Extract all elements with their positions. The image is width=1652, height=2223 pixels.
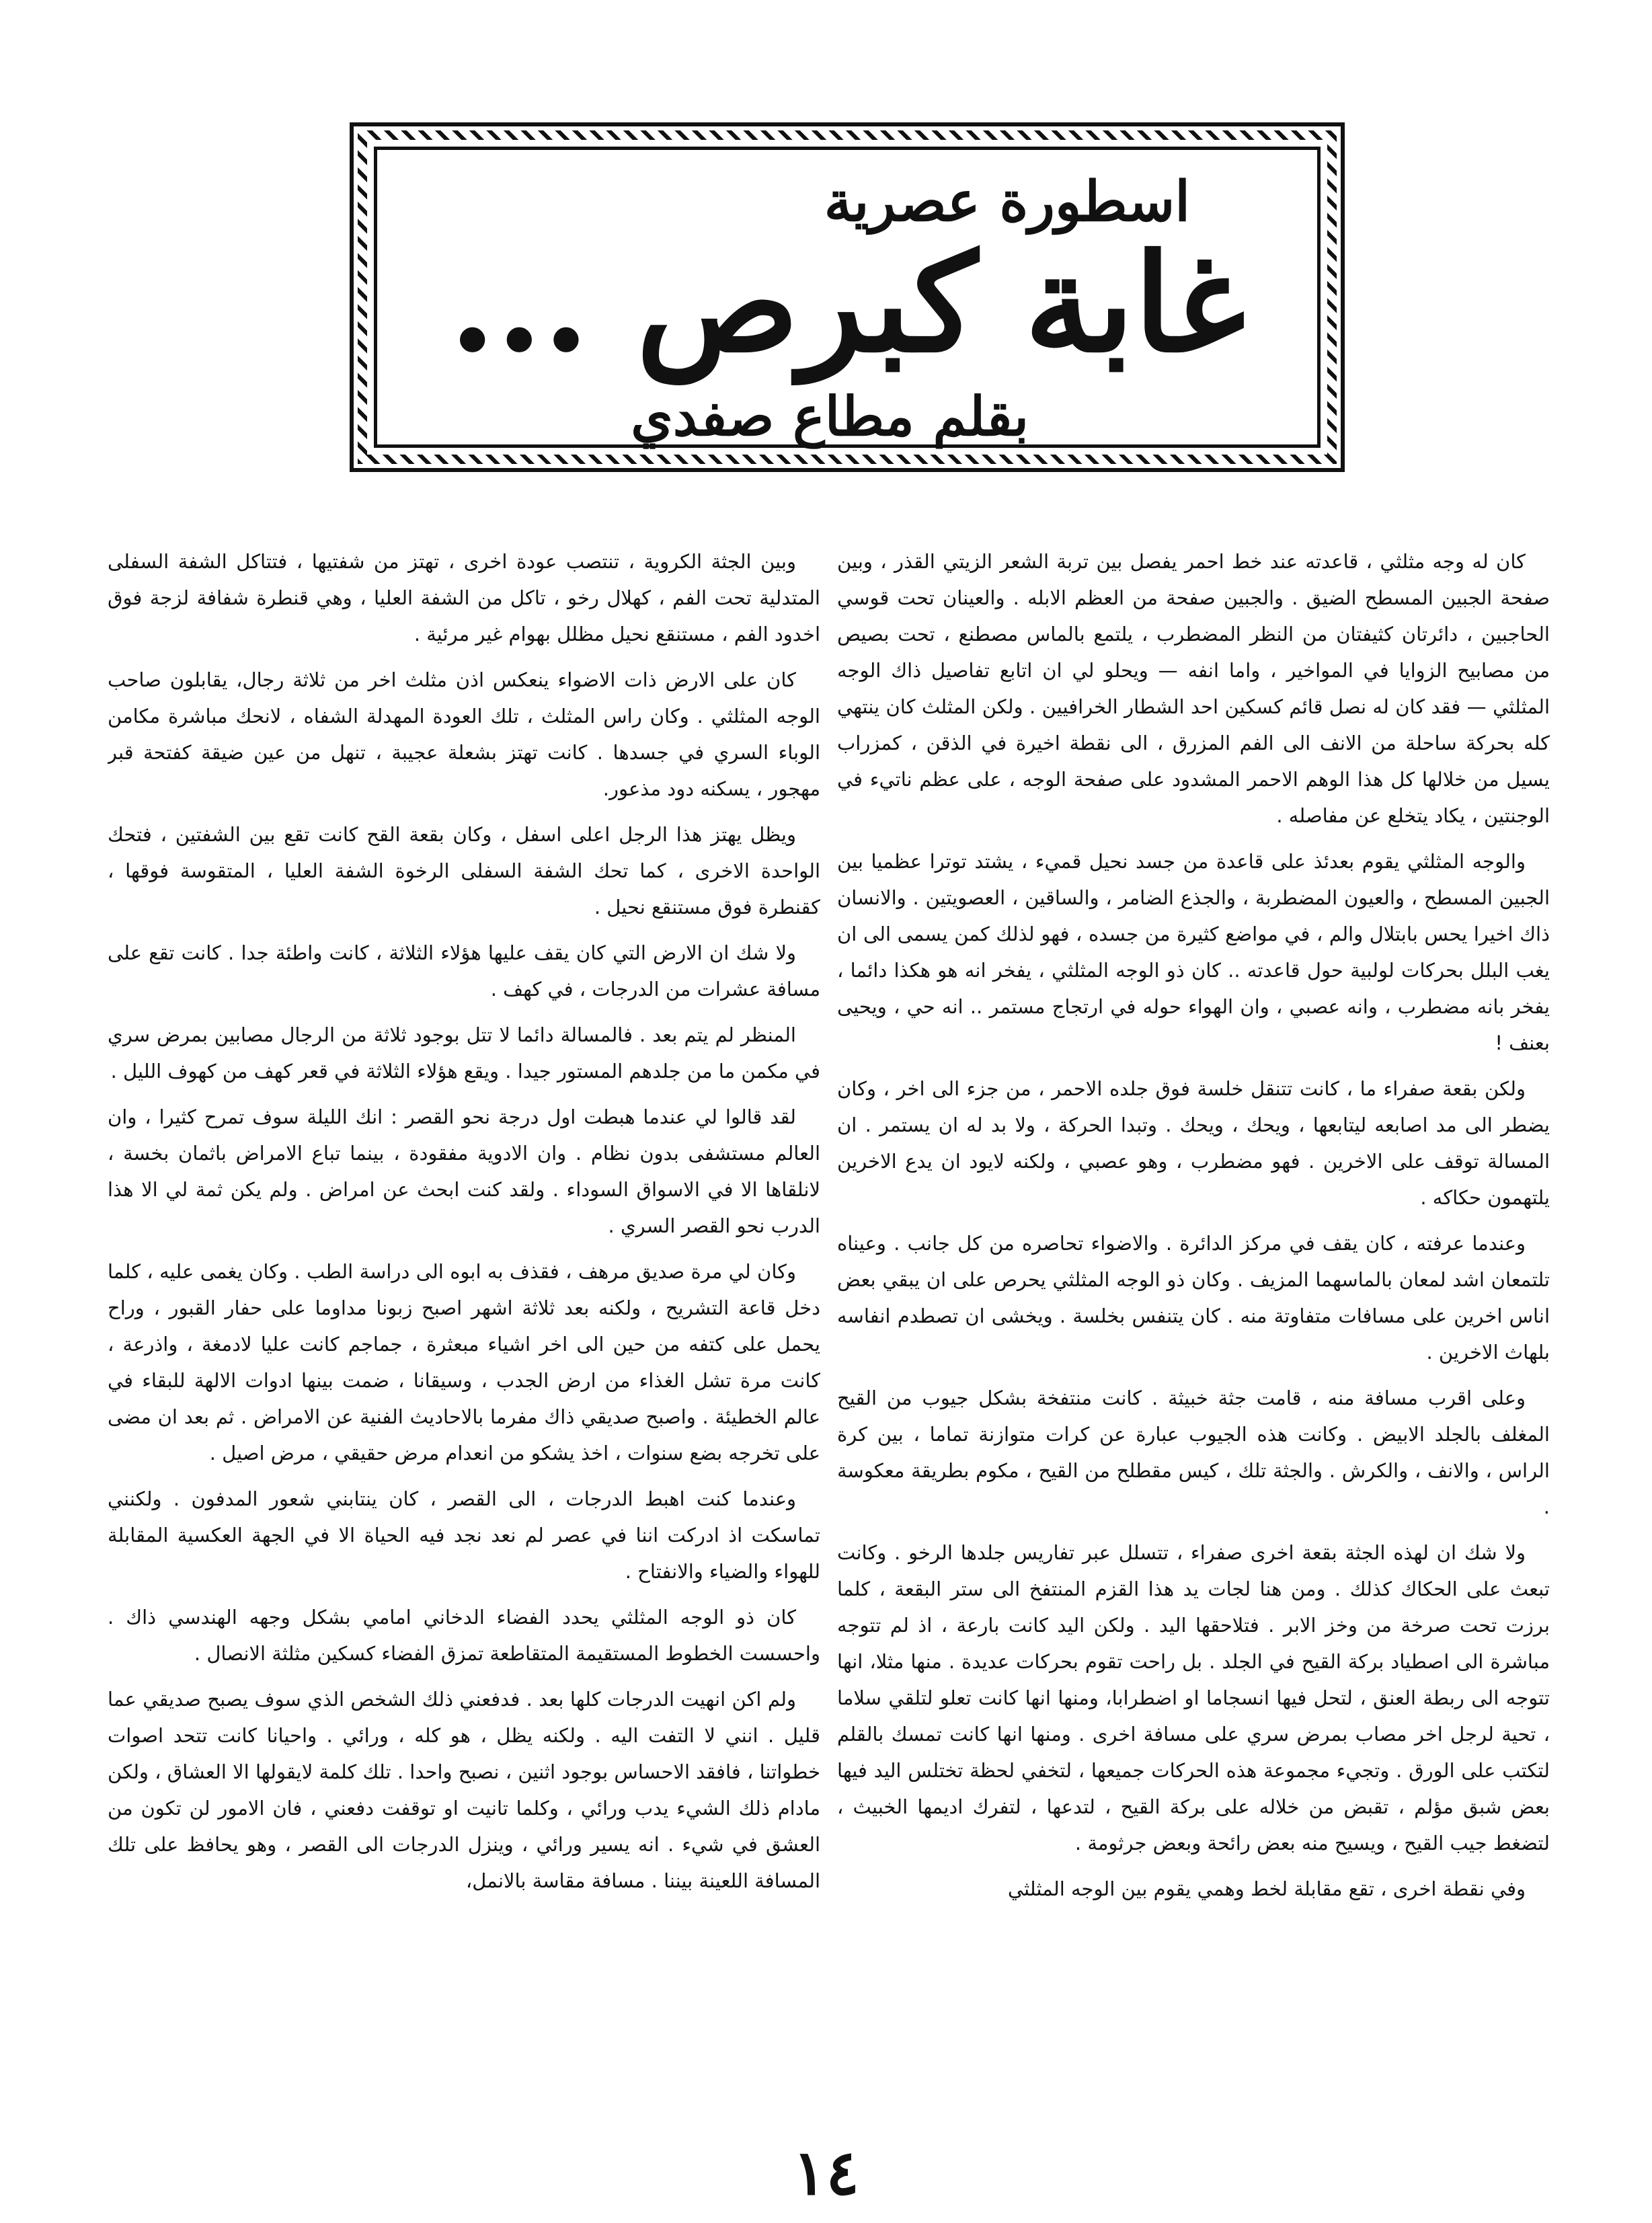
title-box: [350, 122, 1345, 472]
article-title: غابة كبرص ...: [448, 225, 1246, 383]
paragraph: كان له وجه مثلثي ، قاعدته عند خط احمر يفصل بين تربة الشعر الزيتي القذر ، وبين صفحة الجبين المسطح الضيق . والجبين صفحة من العظم الابله . والعينان تحت قوسي الحاجبين ، دائرتان كثيفتان من النظر المضطرب ، يلتمع بالماس مصطنع ، تحت بصيص من مصابيح الزوايا في المواخير ، واما انفه — ويحلو لي ان اتابع تفاصيل ذاك الوجه المثلثي — فقد كان له نصل قائم كسكين احد الشطار الخرافيين . ولكن المثلث كان ينتهي كله بحركة ساحلة من الانف الى الفم المزرق ، الى نقطة اخيرة في الذقن ، كمزراب يسيل من خلالها كل هذا الوهم الاحمر المشدود على صفحة الوجه ، على عظم ناتيء في الوجنتين ، يكاد يتخلع عن مفاصله .: [837, 550, 1550, 827]
article-column-left: [108, 543, 820, 2097]
author-byline: بقلم مطاع صفدي: [631, 385, 1029, 448]
paragraph: لقد قالوا لي عندما هبطت اول درجة نحو القصر : انك الليلة سوف تمرح كثيرا ، وان العالم مستشفى بدون نظام . وان الادوية مفقودة ، بينما تباع الامراض باثمان بخسة ، لانلقاها الا في الاسواق السوداء . ولقد كنت ابحث عن امراض . ولم يكن ثمة لي الا هذا الدرب نحو القصر السري .: [108, 1105, 820, 1237]
series-label: اسطورة عصرية: [824, 169, 1190, 234]
paragraph: المنظر لم يتم بعد . فالمسالة دائما لا تتل بوجود ثلاثة من الرجال مصابين بمرض سري في مكمن ما من جلدهم المستور جيدا . ويقع هؤلاء الثلاثة في قعر كهف من كهوف الليل .: [108, 1023, 820, 1083]
paragraph: كان ذو الوجه المثلثي يحدد الفضاء الدخاني امامي بشكل وجهه الهندسي ذاك . واحسست الخطوط المستقيمة المتقاطعة تمزق الفضاء كسكين مثلثة الانصال .: [108, 1606, 820, 1665]
paragraph: وكان لي مرة صديق مرهف ، فقذف به ابوه الى دراسة الطب . وكان يغمى عليه ، كلما دخل قاعة التشريح ، ولكنه بعد ثلاثة اشهر اصبح زبونا مداوما على حفار القبور ، وراح يحمل على كتفه من حين الى اخر اشياء مبعثرة ، جماجم كانت عليا لادمغة ، واذرعة ، كانت مرة تشل الغذاء من ارض الجدب ، وسيقانا ، ضمت بينها ادوات الالهة للبقاء في عالم الخطيئة . واصبح صديقي ذاك مفرما بالاحاديث الفنية عن الامراض . ثم بعد ان مضى على تخرجه بضع سنوات ، اخذ يشكو من انعدام مرض حقيقي ، مرض اصيل .: [108, 1260, 820, 1465]
paragraph: وبين الجثة الكروية ، تنتصب عودة اخرى ، تهتز من شفتيها ، فتتاكل الشفة السفلى المتدلية تحت الفم ، كهلال رخو ، تاكل من الشفة العليا ، وهي قنطرة شفافة لزجة فوق اخدود الفم ، مستنقع نحيل مظلل بهوام غير مرئية .: [108, 550, 820, 646]
page-number: ١٤: [793, 2136, 859, 2209]
paragraph: ولا شك ان لهذه الجثة بقعة اخرى صفراء ، تتسلل عبر تفاريس جلدها الرخو . وكانت تبعث على الحكاك كذلك . ومن هنا لجات يد هذا القزم المنتفخ الى ستر البقعة ، كلما برزت تحت صرخة من وخز الابر . فتلاحقها اليد . ولكن اليد كانت بارعة ، اذ لم تتوجه مباشرة الى اصطياد بركة القيح في الجلد . بل راحت تقوم بحركات عديدة . منها مثلا، انها تتوجه الى ربطة العنق ، لتحل فيها انسجاما او اضطرابا، ومنها انها كانت تعلو لتلقي سلاما ، تحية لرجل اخر مصاب بمرض سري على مسافة اخرى . ومنها انها كانت تمسك بالقلم لتكتب على الورق . وتجيء مجموعة هذه الحركات جميعها ، لتخفي لحظة تختلس اليد فيها بعض شبق مؤلم ، تقبض من خلاله على بركة القيح ، لتدعها ، لتفرك اديمها الخبيث ، لتضغط جيب القيح ، ويسيح منه بعض رائحة وبعض جرثومة .: [837, 1541, 1550, 1855]
paragraph: وعندما كنت اهبط الدرجات ، الى القصر ، كان ينتابني شعور المدفون . ولكنني تماسكت اذ ادركت اننا في عصر لم نعد نجد فيه الحياة الا في الجهة العكسية المقابلة للهواء والضياء والانفتاح .: [108, 1487, 820, 1583]
paragraph: ويظل يهتز هذا الرجل اعلى اسفل ، وكان بقعة القح كانت تقع بين الشفتين ، فتحك الواحدة الاخرى ، كما تحك الشفة السفلى الرخوة الشفة العليا ، المتقوسة فوقها ، كقنطرة فوق مستنقع نحيل .: [108, 823, 820, 919]
article-column-right: [837, 543, 1550, 2097]
paragraph: وعلى اقرب مسافة منه ، قامت جثة خبيثة . كانت منتفخة بشكل جيوب من القيح المغلف بالجلد الابيض . وكانت هذه الجيوب عبارة عن كرات متوازنة تماما ، بين كرة الراس ، والانف ، والكرش . والجثة تلك ، كيس مقطلح من القيح ، مكوم بطريقة معكوسة .: [837, 1387, 1550, 1518]
paragraph: كان على الارض ذات الاضواء ينعكس اذن مثلث اخر من ثلاثة رجال، يقابلون صاحب الوجه المثلثي . وكان راس المثلث ، تلك العودة المهدلة الشفاه ، لانحك مباشرة مكامن الوباء السري في جسدها . كانت تهتز بشعلة عجيبة ، تنهل من عين ضيقة كفتحة قبر مهجور ، يسكنه دود مذعور.: [108, 668, 820, 800]
paragraph: ولا شك ان الارض التي كان يقف عليها هؤلاء الثلاثة ، كانت واطئة جدا . كانت تقع على مسافة عشرات من الدرجات ، في كهف .: [108, 941, 820, 1001]
paragraph: والوجه المثلثي يقوم بعدئذ على قاعدة من جسد نحيل قميء ، يشتد توترا عظميا بين الجبين المسطح ، والعيون المضطربة ، والجذع الضامر ، والساقين ، العصويتين . والانسان ذاك اخيرا يحس بابتلال والم ، في مواضع كثيرة من جسده ، فهو لذلك كمن يسمى الى ان يغب البلل بحركات لولبية حول قاعدته .. كان ذو الوجه المثلثي ، يفخر انه هو هكذا دائما ، يفخر بانه مضطرب ، وانه عصبي ، وان الهواء حوله في ارتجاج مستمر .. انه حي ، ويحيى بعنف !: [837, 850, 1550, 1054]
paragraph: وفي نقطة اخرى ، تقع مقابلة لخط وهمي يقوم بين الوجه المثلثي: [1007, 1877, 1526, 1900]
paragraph: وعندما عرفته ، كان يقف في مركز الدائرة . والاضواء تحاصره من كل جانب . وعيناه تلتمعان اشد لمعان بالماسهما المزيف . وكان ذو الوجه المثلثي يحرص على ان يبقي بعض اناس اخرين على مسافات متفاوتة منه . كان يتنفس بخلسة . ويخشى ان تصطدم انفاسه بلهاث الاخرين .: [837, 1232, 1550, 1364]
paragraph: ولكن بقعة صفراء ما ، كانت تتنقل خلسة فوق جلده الاحمر ، من جزء الى اخر ، وكان يضطر الى مد اصابعه ليتابعها ، ويحك ، ويحك . وتبدا الحركة ، ولا بد له ان يستمر . ان المسالة توقف على الاخرين . فهو مضطرب ، وهو عصبي ، ولكنه لايود ان يدع الاخرين يلتهمون حكاكه .: [837, 1077, 1550, 1209]
paragraph: ولم اكن انهيت الدرجات كلها بعد . فدفعني ذلك الشخص الذي سوف يصبح صديقي عما قليل . انني لا التفت اليه . ولكنه يظل ، هو كله ، ورائي . واحيانا كانت تتحد اصوات خطواتنا ، فافقد الاحساس بوجود اثنين ، نصبح واحدا . تلك كلمة لايقولها الا العشاق ، ولكن مادام ذلك الشيء يدب ورائي ، وكلما تانيت او توقفت دفعني ، فان الامور لن تكون من العشق في شيء . انه يسير ورائي ، وينزل الدرجات الى القصر ، وهو يحافظ على تلك المسافة اللعينة بيننا . مسافة مقاسة بالانمل،: [108, 1688, 820, 1892]
